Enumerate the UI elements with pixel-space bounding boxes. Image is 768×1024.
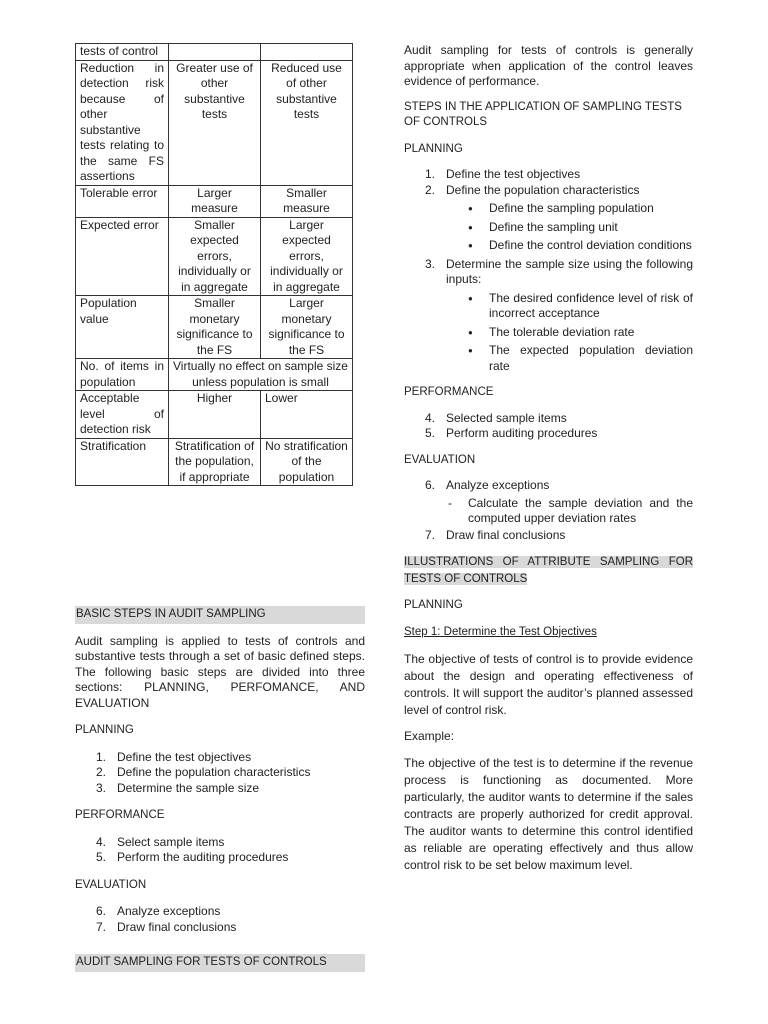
evaluation-heading: EVALUATION <box>75 878 147 891</box>
bullet-item: ● The tolerable deviation rate <box>404 325 693 341</box>
sample-size-factors-table <box>75 43 353 486</box>
performance-list <box>75 835 365 866</box>
example-label: Example: <box>404 729 455 743</box>
factor-cell: Stratification <box>76 438 169 486</box>
value-cell: Stratification of the population, if appropriate <box>169 438 261 486</box>
factor-cell: Acceptable level of detection risk <box>76 391 169 439</box>
value-cell: Higher <box>169 391 261 439</box>
list-item: 3. Determine the sample size <box>96 780 260 795</box>
bullet-item: ● Define the control deviation conditions <box>404 238 693 254</box>
table-row <box>76 359 353 391</box>
sample-size-inputs-bullets <box>404 291 693 375</box>
section-heading: BASIC STEPS IN AUDIT SAMPLING <box>75 606 365 624</box>
list-item: 2. Define the population characteristics <box>425 182 640 197</box>
intro-paragraph: Audit sampling is applied to tests of controls and substantive tests through a set of basic defined steps. The following basic steps are divided into three sections: PLANNING, PERFOMANCE, AND EVALUATION <box>75 633 365 710</box>
value-cell: Larger expected errors, individually or in aggregate <box>261 217 353 296</box>
table-row <box>76 185 353 217</box>
value-cell: Lower <box>261 391 353 439</box>
evaluation-list-continued <box>404 528 693 544</box>
performance-heading: PERFORMANCE <box>75 809 165 821</box>
factor-cell: Expected error <box>76 217 169 296</box>
table-row <box>76 44 353 61</box>
list-item: 5. Perform the auditing procedures <box>96 850 289 864</box>
section-heading: AUDIT SAMPLING FOR TESTS OF CONTROLS <box>75 954 365 972</box>
evaluation-heading: EVALUATION <box>404 453 476 466</box>
value-cell <box>169 44 261 61</box>
performance-list <box>404 411 693 442</box>
list-item: 3. Determine the sample size using the following inputs: <box>425 256 693 286</box>
factor-cell: tests of control <box>76 44 169 61</box>
factor-cell: Tolerable error <box>76 185 169 217</box>
planning-list <box>404 167 693 198</box>
list-item: 4. Select sample items <box>96 834 225 849</box>
population-bullets <box>404 201 693 254</box>
bullet-item: ● Define the sampling population <box>404 201 693 217</box>
bullet-item: ● The desired confidence level of risk of incorrect acceptance <box>404 291 693 322</box>
list-item: 6. Analyze exceptions <box>96 904 221 918</box>
list-item: 1. Define the test objectives <box>425 167 581 181</box>
basic-steps-section <box>75 606 365 935</box>
evaluation-list <box>75 904 365 935</box>
value-cell: Smaller expected errors, individually or in aggregate <box>169 217 261 296</box>
value-cell: Larger measure <box>169 185 261 217</box>
bullet-item: ● The expected population deviation rate <box>404 343 693 374</box>
value-cell: No stratification of the population <box>261 438 353 486</box>
steps-heading: STEPS IN THE APPLICATION OF SAMPLING TESTS OF CONTROLS <box>404 100 682 128</box>
value-cell <box>261 44 353 61</box>
factor-cell: Reduction in detection risk because of other substantive tests relating to the same FS assertions <box>76 60 169 185</box>
intro-paragraph: Audit sampling for tests of controls is generally appropriate when application of the control leaves evidence of performance. <box>404 43 693 88</box>
value-cell: Greater use of other substantive tests <box>169 60 261 185</box>
planning-list <box>75 750 365 797</box>
planning-heading: PLANNING <box>404 599 463 611</box>
evaluation-list <box>404 478 693 494</box>
table-row <box>76 60 353 185</box>
list-item: 5. Perform auditing procedures <box>425 426 598 440</box>
value-cell: Smaller monetary significance to the FS <box>169 296 261 359</box>
value-cell: Larger monetary significance to the FS <box>261 296 353 359</box>
table-row <box>76 438 353 486</box>
value-cell: Smaller measure <box>261 185 353 217</box>
dash-item: - Calculate the sample deviation and the computed upper deviation rates <box>448 495 693 525</box>
merged-value-cell: Virtually no effect on sample size unless population is small <box>169 359 353 391</box>
performance-heading: PERFORMANCE <box>404 386 494 398</box>
value-cell: Reduced use of other substantive tests <box>261 60 353 185</box>
table-row <box>76 391 353 439</box>
planning-heading: PLANNING <box>75 724 134 736</box>
table-row <box>76 217 353 296</box>
list-item: 7. Draw final conclusions <box>425 527 566 542</box>
list-item: 1. Define the test objectives <box>96 749 252 764</box>
planning-list-continued <box>404 257 693 288</box>
bullet-item: ● Define the sampling unit <box>404 220 693 236</box>
step-heading: Step 1: Determine the Test Objectives <box>404 625 597 638</box>
section-heading: ILLUSTRATIONS OF ATTRIBUTE SAMPLING FOR TESTS OF CONTROLS <box>404 556 693 585</box>
planning-heading: PLANNING <box>404 142 463 155</box>
factor-cell: No. of items in population <box>76 359 169 391</box>
factor-cell: Population value <box>76 296 169 359</box>
example-paragraph: The objective of the test is to determine if the revenue process is functioning as documented. More particularly, the auditor wants to determine if the sales contracts are properly authorized for credit approval. The auditor wants to determine this control identified as reliable are operating effectively and thus allow control risk to be set below maximum level. <box>404 755 693 872</box>
list-item: 6. Analyze exceptions <box>425 478 550 492</box>
objective-paragraph: The objective of tests of control is to provide evidence about the design and operating effectiveness of controls. It will support the auditor’s planned assessed level of control risk. <box>404 652 693 717</box>
table-row <box>76 296 353 359</box>
list-item: 4. Selected sample items <box>425 410 567 425</box>
list-item: 2. Define the population characteristics <box>96 765 311 779</box>
list-item: 7. Draw final conclusions <box>96 919 237 934</box>
right-column <box>404 43 693 874</box>
